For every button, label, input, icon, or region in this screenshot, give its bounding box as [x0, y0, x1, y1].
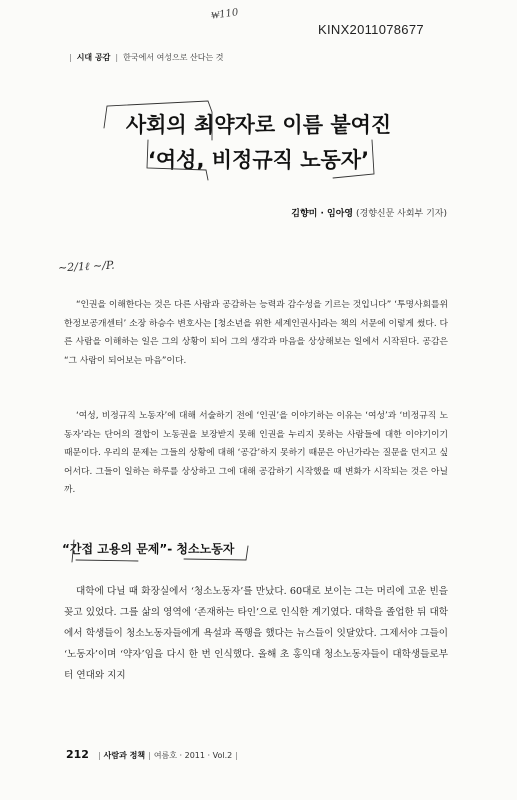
author-names: 김향미 · 임아영 [291, 209, 354, 219]
article-title-line1: 사회의 최약자로 이름 붙여진 [125, 113, 392, 137]
handwritten-note: ~2/1ℓ ~/P. [57, 258, 115, 275]
byline [291, 206, 447, 219]
paragraph-3: 대학에 다닐 때 화장실에서 ‘청소노동자’를 만났다. 60대로 보이는 그는 머리에 고운 빈을 꽂고 있었다. 그를 삶의 영역에 ‘존재하는 타인’으로 인식한 계기였다. 대학을 졸업한 뒤 대학에서 학생들이 청소노동자들에게 욕설과 폭행을 했다는 뉴스들이 잇달았다. 그제서야 그들이 ‘노동자’이며 ‘약자’임을 다시 한 번 인식했다. 올해 초 홍익대 청소노동자들이 대학생들로부터 연대와 지지 [64, 586, 448, 681]
article-title-line2: ‘여성, 비정규직 노동자’ [147, 148, 370, 172]
handwritten-price-note: ₩110 [210, 7, 240, 22]
author-affiliation: (경향신문 사회부 기자) [356, 209, 447, 219]
magazine-name: 사람과 정책 [103, 751, 146, 760]
page-number: 212 [66, 748, 89, 761]
divider: | [235, 751, 238, 760]
pencil-underline-subhead [76, 560, 138, 561]
section-subtitle: 한국에서 여성으로 산다는 것 [123, 53, 224, 62]
paragraph-1: “인권을 이해한다는 것은 다른 사람과 공감하는 능력과 감수성을 기르는 것입니다” ‘투명사회를위한정보공개센터’ 소장 하승수 변호사는 [청소년을 위한 세계인권사]라는 책의 서문에 이렇게 썼다. 다른 사람을 이해하는 일은 그의 상황이 되어 그의 생각과 마음을 상상해보는 일에서 시작된다. 공감은 “그 사람이 되어보는 마음”이다. [64, 300, 448, 366]
section-label: 시대 공감 [76, 53, 111, 62]
divider: | [115, 53, 119, 62]
paragraph-2: ‘여성, 비정규직 노동자’에 대해 서술하기 전에 ‘인권’을 이야기하는 이유는 ‘여성’과 ‘비정규직 노동자’라는 단어의 결합이 노동권을 보장받지 못해 인권을 누리지 못하는 사람들에 대한 이야기이기 때문이다. 우리의 문제는 그들의 상황에 대해 ‘공감’하지 못하기 때문은 아닌가라는 질문을 던지고 싶어서다. 그들이 일하는 하루를 상상하고 그에 대해 공감하기 시작했을 때 변화가 시작되는 것은 아닐까. [64, 411, 448, 495]
page-footer [66, 748, 241, 761]
section-header [64, 52, 223, 63]
issue-info: 여름호 · 2011 · Vol.2 [153, 751, 233, 760]
document-code: KINX2011078677 [318, 22, 424, 37]
divider: | [148, 751, 151, 760]
divider: | [97, 751, 101, 760]
subheading: “간접 고용의 문제”- 청소노동자 [62, 542, 235, 556]
divider: | [69, 53, 72, 62]
